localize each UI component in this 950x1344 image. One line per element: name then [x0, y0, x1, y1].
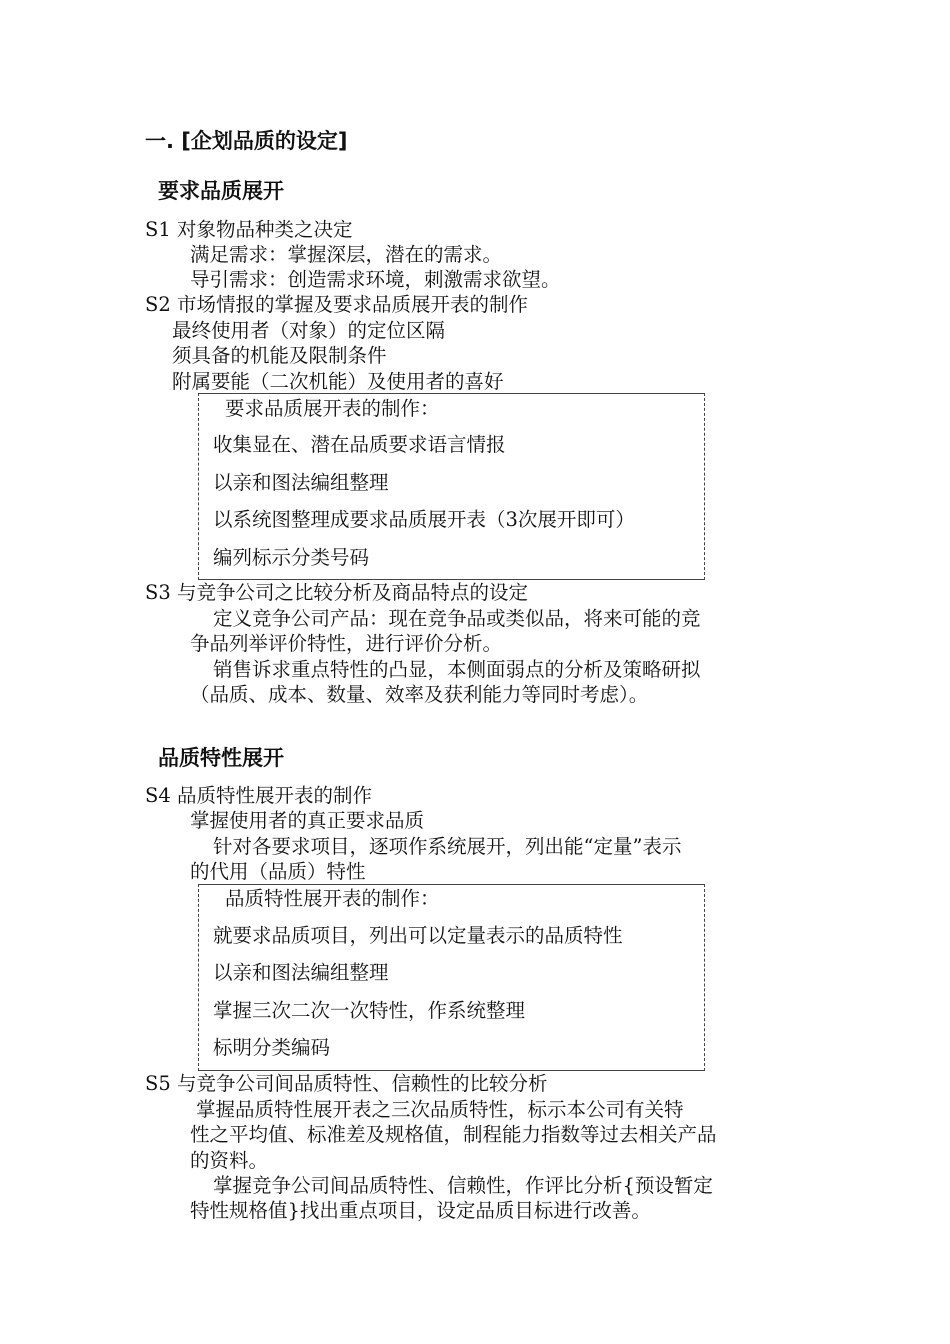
step-s4-line: 的代用（品质）特性: [190, 860, 366, 883]
box-item: 以亲和图法编组整理: [213, 471, 389, 494]
step-s1-item: 满足需求：掌握深层，潜在的需求。: [190, 243, 503, 266]
document-title: 一. [企划品质的设定]: [145, 129, 348, 153]
step-s5-line: 的资料。: [190, 1149, 269, 1172]
box-item: 标明分类编码: [213, 1036, 331, 1059]
step-s2-item: 最终使用者（对象）的定位区隔: [172, 319, 446, 342]
box-item: 以系统图整理成要求品质展开表（3次展开即可）: [213, 508, 635, 531]
step-s3-line: （品质、成本、数量、效率及获利能力等同时考虑）。: [190, 683, 649, 706]
step-s4-label: S4 品质特性展开表的制作: [145, 784, 372, 807]
box-title: 品质特性展开表的制作：: [225, 887, 440, 910]
box-item: 掌握三次二次一次特性，作系统整理: [213, 999, 526, 1022]
step-s3-label: S3 与竞争公司之比较分析及商品特点的设定: [145, 581, 528, 604]
step-s4-line: 针对各要求项目，逐项作系统展开，列出能“定量”表示: [213, 835, 682, 858]
step-s1-label: S1 对象物品种类之决定: [145, 218, 353, 241]
step-s3-line: 销售诉求重点特性的凸显，本侧面弱点的分析及策略研拟: [213, 658, 701, 681]
step-s5-line: 特性规格值}找出重点项目，设定品质目标进行改善。: [190, 1199, 651, 1222]
step-s5-label: S5 与竞争公司间品质特性、信赖性的比较分析: [145, 1072, 548, 1095]
step-s2-item: 附属要能（二次机能）及使用者的喜好: [172, 370, 504, 393]
box-item: 编列标示分类号码: [213, 546, 370, 569]
step-s2-label: S2 市场情报的掌握及要求品质展开表的制作: [145, 293, 528, 316]
step-s1-item: 导引需求：创造需求环境，刺激需求欲望。: [190, 268, 561, 291]
box-item: 就要求品质项目，列出可以定量表示的品质特性: [213, 924, 623, 947]
box-item: 收集显在、潜在品质要求语言情报: [213, 433, 506, 456]
step-s5-line: 性之平均值、标准差及规格值，制程能力指数等过去相关产品: [190, 1123, 717, 1146]
step-s3-line: 定义竞争公司产品：现在竞争品或类似品，将来可能的竞: [213, 607, 701, 630]
step-s5-line: 掌握竞争公司间品质特性、信赖性，作评比分析{预设暂定: [213, 1174, 713, 1197]
step-s5-line: 掌握品质特性展开表之三次品质特性，标示本公司有关特: [196, 1098, 684, 1121]
step-s3-line: 争品列举评价特性，进行评价分析。: [190, 632, 503, 655]
box-item: 以亲和图法编组整理: [213, 961, 389, 984]
box-title: 要求品质展开表的制作：: [225, 397, 440, 420]
section-heading-requirement-quality: 要求品质展开: [158, 179, 284, 203]
step-s2-item: 须具备的机能及限制条件: [172, 344, 387, 367]
step-s4-line: 掌握使用者的真正要求品质: [190, 809, 425, 832]
section-heading-quality-characteristics: 品质特性展开: [158, 746, 284, 770]
